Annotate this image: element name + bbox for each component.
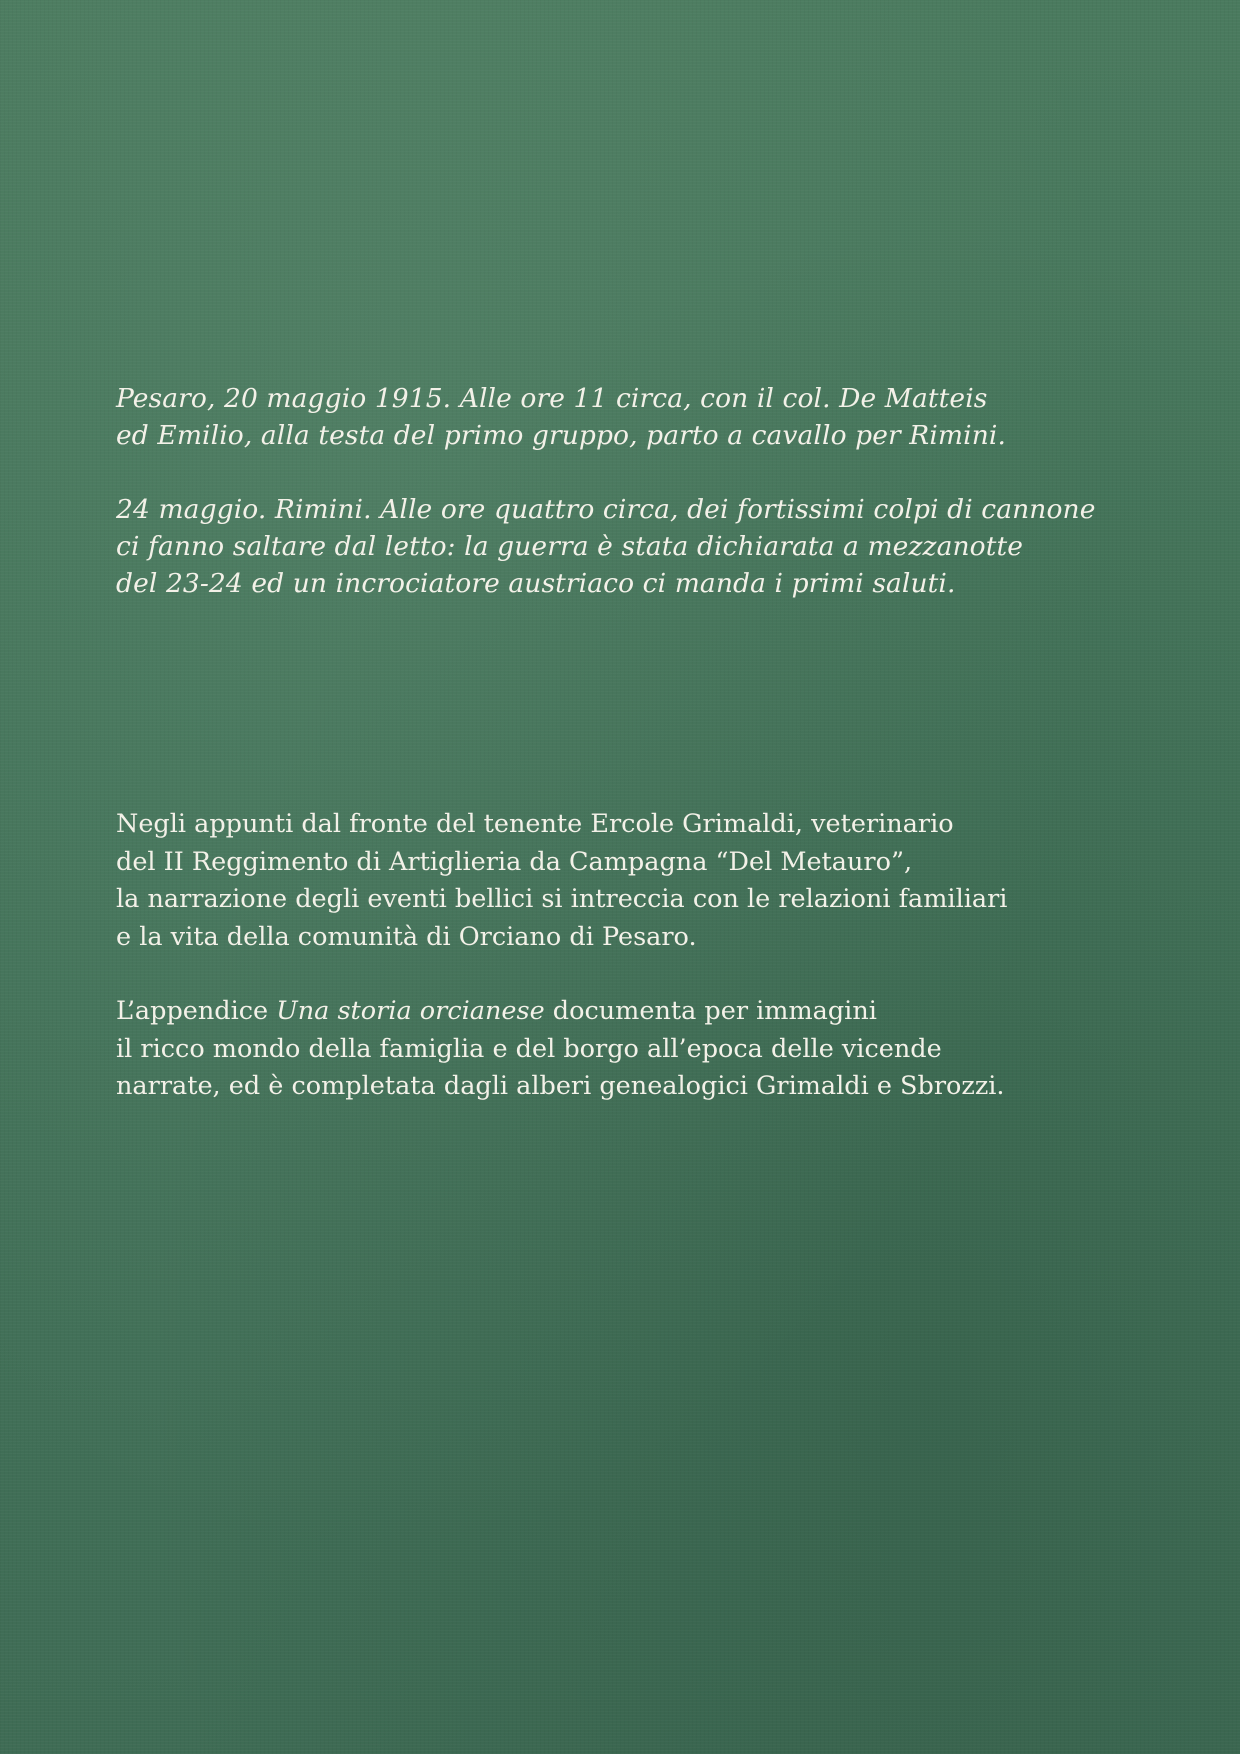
description-paragraph-2 bbox=[116, 993, 1116, 1106]
appendix-title: Una storia orcianese bbox=[276, 996, 545, 1026]
text-line: la narrazione degli eventi bellici si intreccia con le relazioni familiari bbox=[116, 884, 1008, 914]
diary-entry-pesaro bbox=[116, 380, 1116, 454]
text-line: e la vita della comunità di Orciano di Pesaro. bbox=[116, 921, 697, 952]
text-line: del II Reggimento di Artiglieria da Campagna “Del Metauro”, bbox=[116, 846, 913, 877]
text-fragment: L’appendice bbox=[116, 996, 277, 1026]
text-line: Pesaro, 20 maggio 1915. Alle ore 11 circa, con il col. De Matteis bbox=[116, 383, 988, 414]
text-line: 24 maggio. Rimini. Alle ore quattro circa, dei fortissimi colpi di cannone bbox=[116, 494, 1096, 525]
text-fragment: documenta per immagini bbox=[544, 996, 877, 1026]
text-line: del 23-24 ed un incrociatore austriaco ci manda i primi saluti. bbox=[116, 568, 956, 599]
diary-entry-rimini bbox=[116, 491, 1116, 602]
text-line: Negli appunti dal fronte del tenente Ercole Grimaldi, veterinario bbox=[116, 809, 954, 839]
text-line bbox=[116, 993, 1116, 1031]
diary-excerpt bbox=[116, 380, 1116, 602]
text-line: ed Emilio, alla testa del primo gruppo, parto a cavallo per Rimini. bbox=[116, 420, 1006, 451]
text-line: il ricco mondo della famiglia e del borgo all’epoca delle vicende bbox=[116, 1033, 942, 1064]
text-line: ci fanno saltare dal letto: la guerra è stata dichiarata a mezzanotte bbox=[116, 531, 1023, 562]
description-paragraph-1 bbox=[116, 806, 1116, 956]
text-line: narrate, ed è completata dagli alberi genealogici Grimaldi e Sbrozzi. bbox=[116, 1071, 1005, 1101]
book-description bbox=[116, 806, 1116, 1106]
